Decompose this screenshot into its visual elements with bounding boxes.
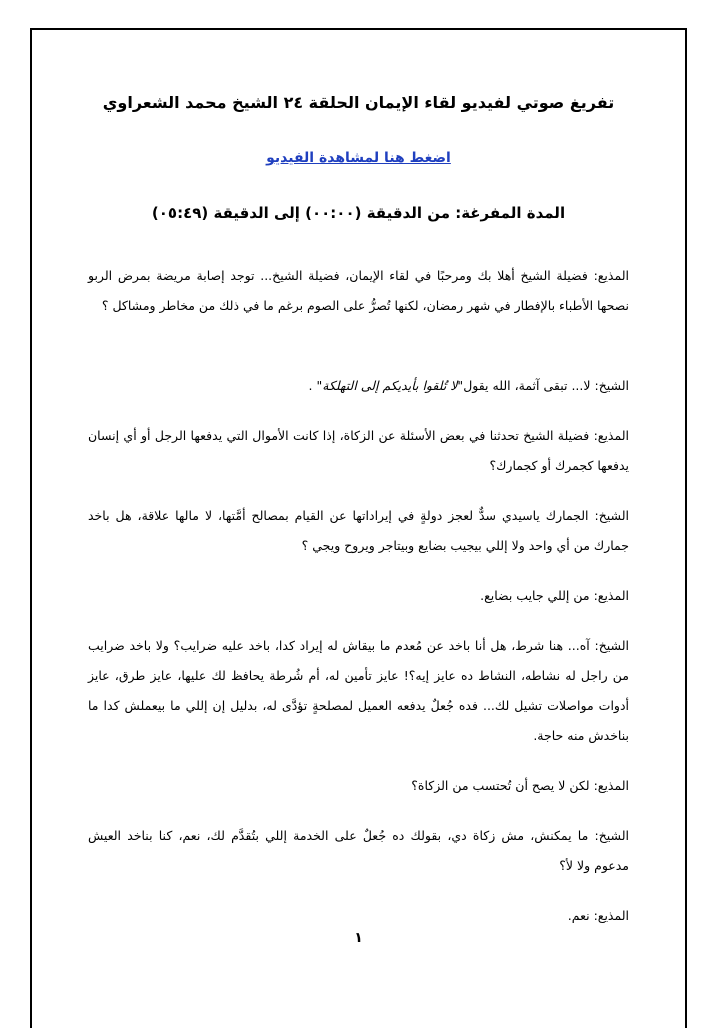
dialogue-paragraph [88,821,629,881]
speaker-label: الشيخ: [594,827,629,843]
dialogue-text: نعم. [567,907,590,923]
speaker-label: الشيخ: [594,507,629,523]
speaker-label: الشيخ: [594,637,629,653]
document-title: تفريغ صوتي لفيديو لقاء الإيمان الحلقة ٢٤ الشيخ محمد الشعراوي [102,93,615,112]
transcribed-duration: المدة المفرغة: من الدقيقة (٠٠:٠٠) إلى الدقيقة (٠٥:٤٩) [151,204,566,222]
dialogue-paragraph [88,371,629,401]
dialogue-paragraph [88,631,629,751]
dialogue-text: لا... تبقى آثمة، الله يقول [463,377,591,393]
speaker-label: المذيع: [593,777,629,793]
dialogue-text: الجمارك ياسيدي سدٌّ لعجز دولةٍ في إيراداتها عن القيام بمصالح أمَّتها، لا مالها علاقة، هل باخد جمارك من أي واحد ولا إللي بيجيب بضايع وبيتاجر ويروح ويجي ؟ [88,507,629,553]
watch-video-link[interactable]: اضغط هنا لمشاهدة الفيديو [266,150,451,166]
dialogue-text: فضيلة الشيخ تحدثنا في بعض الأسئلة عن الزكاة، إذا كانت الأموال التي يدفعها الرجل أو أي إنسان يدفعها كجمرك أو كجمارك؟ [88,427,629,473]
speaker-label: الشيخ: [594,377,629,393]
dialogue-paragraph [88,581,629,611]
dialogue-paragraph [88,261,629,321]
video-link-container [88,148,629,168]
dialogue-paragraph [88,771,629,801]
quran-quote: "لا تُلقوا بأيديكم إلى التهلكة" [316,377,464,393]
speaker-label: المذيع: [593,267,629,283]
dialogue-paragraph [88,901,629,931]
document-page [30,28,687,1028]
speaker-label: المذيع: [593,907,629,923]
dialogue-text-tail: . [308,377,317,393]
dialogue-text: فضيلة الشيخ أهلا بك ومرحبًا في لقاء الإيمان، فضيلة الشيخ... توجد إصابة مريضة بمرض الربو نصحها الأطباء بالإفطار في شهر رمضان، لكنها تُصرُّ على الصوم برغم ما في ذلك من مخاطر ومشاكل ؟ [88,267,629,313]
dialogue-text: ما يمكنش، مش زكاة دي، بقولك ده جُعلٌ على الخدمة إللي بتُقدَّم لك، نعم، كنا بناخد العيش مدعوم ولا لأ؟ [88,827,629,873]
dialogue-paragraph [88,501,629,561]
dialogue-paragraph [88,421,629,481]
dialogue-text: آه... هنا شرط، هل أنا باخد عن مُعدم ما بيقاش له إيراد كدا، باخد عليه ضرايب؟ ولا باخد ضرايب من راجل له نشاطه، النشاط ده عايز إيه؟! عايز تأمين له، أم شُرطة يحافظ لك عليها، عايز طرق، عايز أدوات مواصلات تشيل لك... فده جُعلٌ يدفعه العميل لمصلحةٍ تؤدَّى له، بدليل إن إللي ما بيعملش كدا ما بناخدش منه حاجة. [88,637,629,743]
dialogue-text: لكن لا يصح أن تُحتسب من الزكاة؟ [411,777,590,793]
speaker-label: المذيع: [593,587,629,603]
speaker-label: المذيع: [593,427,629,443]
page-number: ١ [354,930,363,946]
dialogue-text: من إللي جايب بضايع. [480,587,590,603]
